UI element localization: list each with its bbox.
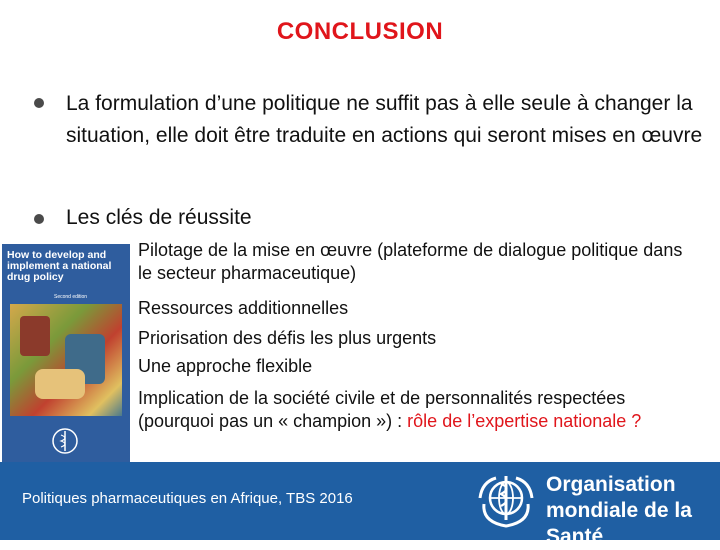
- sub-item-priorisation: Priorisation des défis les plus urgents: [138, 328, 437, 348]
- book-cover-image: [2, 244, 130, 474]
- highlight-expertise: rôle de l’expertise nationale ?: [407, 411, 642, 431]
- sub-item-implication-text: Implication de la société civile et de personnalités respectées (pourquoi pas un « champion ») :: [138, 388, 626, 431]
- slide-title: CONCLUSION: [276, 18, 444, 45]
- footer-caption: Politiques pharmaceutiques en Afrique, TBS 2016: [22, 490, 353, 507]
- org-line-1: Organisation: [546, 473, 676, 496]
- sub-item-pilotage: Pilotage de la mise en œuvre (plateforme de dialogue politique dans le secteur pharmaceutique): [138, 240, 683, 283]
- sub-item-implication: [138, 387, 698, 433]
- bullet-text-1: La formulation d’une politique ne suffit pas à elle seule à changer la situation, elle doit être traduite en actions qui seront mises en œuvre: [66, 92, 703, 147]
- book-title: How to develop and implement a national drug policy: [7, 249, 112, 283]
- who-emblem-icon: [474, 468, 538, 532]
- organization-name: [546, 472, 720, 550]
- bullet-dot: [34, 98, 44, 108]
- book-illustration: [10, 304, 122, 416]
- footer-bar: [0, 462, 720, 548]
- bullet-text-2: Les clés de réussite: [66, 206, 252, 229]
- who-emblem-small-icon: [50, 426, 80, 456]
- sub-item-approche: Une approche flexible: [138, 356, 313, 376]
- org-line-2: mondiale de la Santé: [546, 499, 692, 548]
- sub-item-ressources: Ressources additionnelles: [138, 298, 349, 318]
- bullet-dot: [34, 214, 44, 224]
- book-edition: Second edition: [54, 294, 88, 300]
